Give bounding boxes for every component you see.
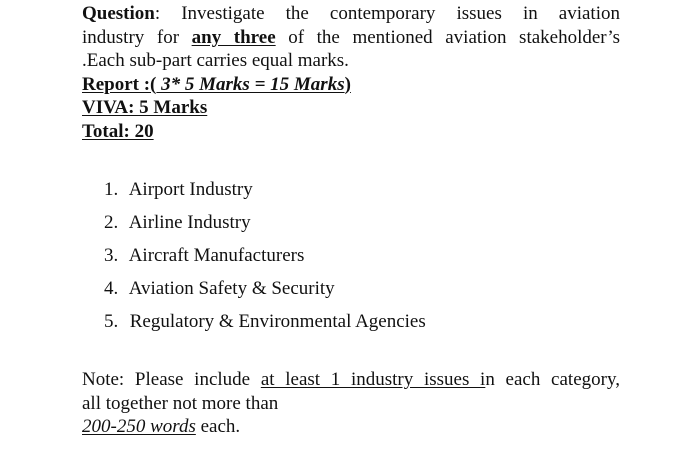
note-line-1-end: n each category, [485, 369, 620, 390]
report-label: Report :( [82, 73, 157, 95]
list-item-number: 3. [104, 245, 119, 266]
note-line-2: all together not more than [82, 392, 279, 414]
note-line-1 [82, 368, 620, 392]
question-line-2-end: of the mentioned aviation stakeholder’s [275, 26, 620, 48]
list-item [104, 243, 426, 276]
total-marks: Total: 20 [82, 120, 154, 142]
list-item [104, 177, 426, 210]
report-close-paren: ) [344, 73, 351, 95]
question-line-1-text: Investigate the contemporary issues in aviation [160, 3, 620, 24]
list-item [104, 309, 426, 342]
list-item-label: Airport Industry [128, 179, 253, 200]
question-lead: Question [82, 3, 155, 24]
note-line-3-end: each. [195, 416, 241, 437]
note-line-1-start: Note: Please include [82, 369, 261, 390]
list-item-number: 1. [104, 179, 119, 200]
list-item [104, 276, 426, 309]
list-item-label: Aviation Safety & Security [128, 278, 335, 299]
list-item-number: 2. [104, 212, 119, 233]
list-item-label: Regulatory & Environmental Agencies [129, 311, 426, 332]
question-line-2-start: industry for [82, 26, 192, 48]
question-line-3: .Each sub-part carries equal marks. [82, 50, 349, 71]
note-block [82, 368, 620, 439]
report-marks-formula: 3* 5 Marks = 15 Marks [156, 73, 345, 95]
question-colon: : [154, 3, 161, 24]
report-marks [82, 73, 620, 97]
list-item-label: Aircraft Manufacturers [128, 245, 305, 266]
any-three-emphasis: any three [191, 26, 276, 48]
note-line-3 [82, 415, 620, 439]
word-limit: 200-250 words [82, 416, 196, 437]
stakeholder-list [104, 177, 426, 342]
list-item-label: Airline Industry [128, 212, 251, 233]
question-line-2 [82, 26, 620, 50]
list-item [104, 210, 426, 243]
viva-marks: VIVA: 5 Marks [82, 97, 208, 118]
question-line-1 [82, 2, 620, 26]
list-item-number: 5. [104, 311, 119, 332]
question-block [82, 2, 620, 143]
list-item-number: 4. [104, 278, 119, 299]
note-underlined-requirement: at least 1 industry issues i [260, 369, 486, 390]
